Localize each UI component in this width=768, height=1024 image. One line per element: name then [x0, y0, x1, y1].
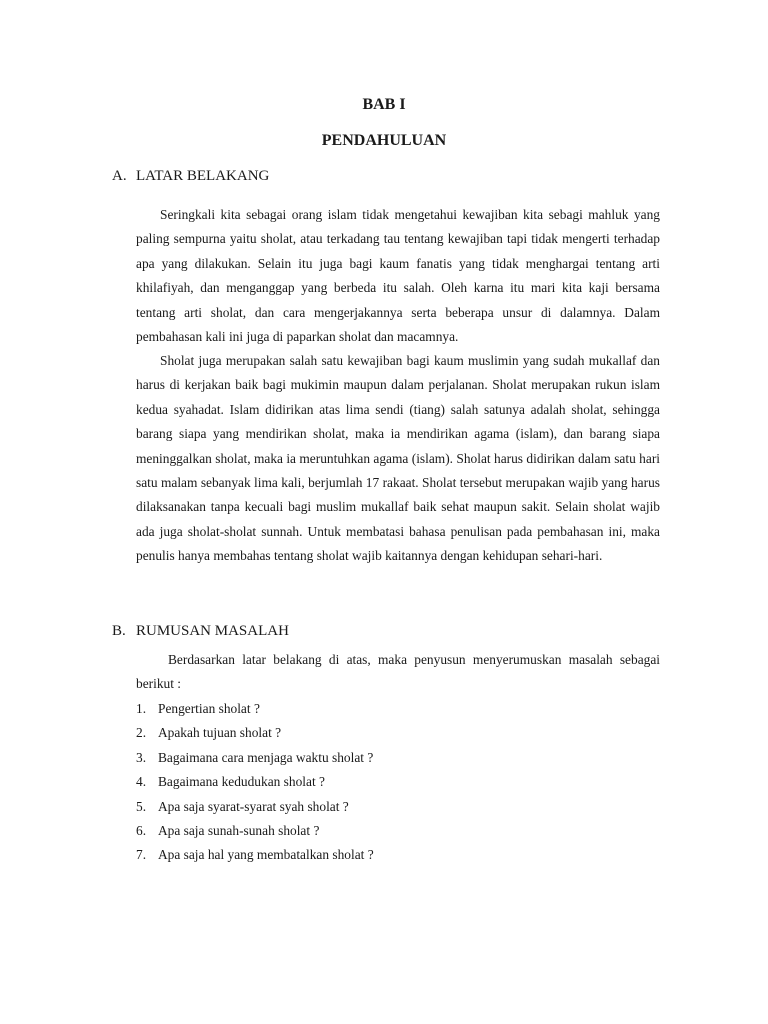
list-item — [136, 746, 374, 770]
list-item — [136, 770, 374, 794]
list-item-text: Apa saja syarat-syarat syah sholat ? — [158, 798, 349, 814]
section-letter: A. — [112, 168, 127, 184]
list-item-text: Bagaimana kedudukan sholat ? — [158, 774, 325, 790]
list-item-number: 7. — [136, 847, 147, 863]
background-paragraph-1: Seringkali kita sebagai orang islam tidak mengetahui kewajiban kita sebagi mahluk yang paling sempurna yaitu sholat, atau terkadang tau tentang kewajiban tapi tidak mengerti terhadap apa yang dilakukan. Selain itu juga bagi kaum fanatis yang tidak menghargai tentang arti khilafiyah, dan menganggap yang berbeda itu salah. Oleh karna itu mari kita kaji bersama tentang arti sholat, dan cara mengerjakannya serta beberapa unsur di dalamnya. Dalam pembahasan kali ini juga di paparkan sholat dan macamnya. — [136, 207, 660, 345]
list-item-number: 2. — [136, 725, 147, 741]
list-item — [136, 721, 374, 745]
list-item-number: 4. — [136, 774, 147, 790]
list-item-text: Apa saja sunah-sunah sholat ? — [158, 823, 320, 839]
list-item-text: Pengertian sholat ? — [158, 701, 260, 716]
list-item-number: 3. — [136, 749, 147, 765]
section-title: LATAR BELAKANG — [136, 168, 270, 184]
chapter-number: BAB I — [362, 96, 406, 113]
list-item — [136, 843, 374, 867]
chapter-title: PENDAHULUAN — [321, 132, 447, 149]
list-item-number: 5. — [136, 798, 147, 814]
problem-intro-paragraph: Berdasarkan latar belakang di atas, maka penyusun menyerumuskan masalah sebagai berikut : — [136, 652, 660, 692]
problem-list — [136, 697, 374, 868]
section-letter: B. — [112, 623, 126, 639]
list-item-text: Apa saja hal yang membatalkan sholat ? — [158, 847, 374, 863]
list-item-number: 6. — [136, 823, 147, 839]
list-item — [136, 819, 374, 843]
section-title: RUMUSAN MASALAH — [136, 623, 289, 639]
list-item — [136, 795, 374, 819]
list-item-text: Apakah tujuan sholat ? — [158, 725, 282, 741]
list-item-number: 1. — [136, 701, 147, 716]
section-heading-latar-belakang — [112, 168, 269, 185]
section-heading-rumusan-masalah — [112, 623, 289, 640]
list-item — [136, 697, 374, 721]
background-paragraph-2: Sholat juga merupakan salah satu kewajiban bagi kaum muslimin yang sudah mukallaf dan harus di kerjakan baik bagi mukimin maupun dalam perjalanan. Sholat merupakan rukun islam kedua syahadat. Islam didirikan atas lima sendi (tiang) salah satunya adalah sholat, sehingga barang siapa yang mendirikan sholat, maka ia mendirikan agama (islam), dan barang siapa meninggalkan sholat, maka ia meruntuhkan agama (islam). Sholat harus didirikan dalam satu hari satu malam sebanyak lima kali, berjumlah 17 rakaat. Sholat tersebut merupakan wajib yang harus dilaksanakan tanpa kecuali bagi muslim mukallaf baik sehat maupun sakit. Selain sholat wajib ada juga sholat-sholat sunnah. Untuk membatasi bahasa penulisan pada pembahasan ini, maka penulis hanya membahas tentang sholat wajib kaitannya dengan kehidupan sehari-hari. — [136, 353, 660, 564]
list-item-text: Bagaimana cara menjaga waktu sholat ? — [158, 749, 374, 765]
